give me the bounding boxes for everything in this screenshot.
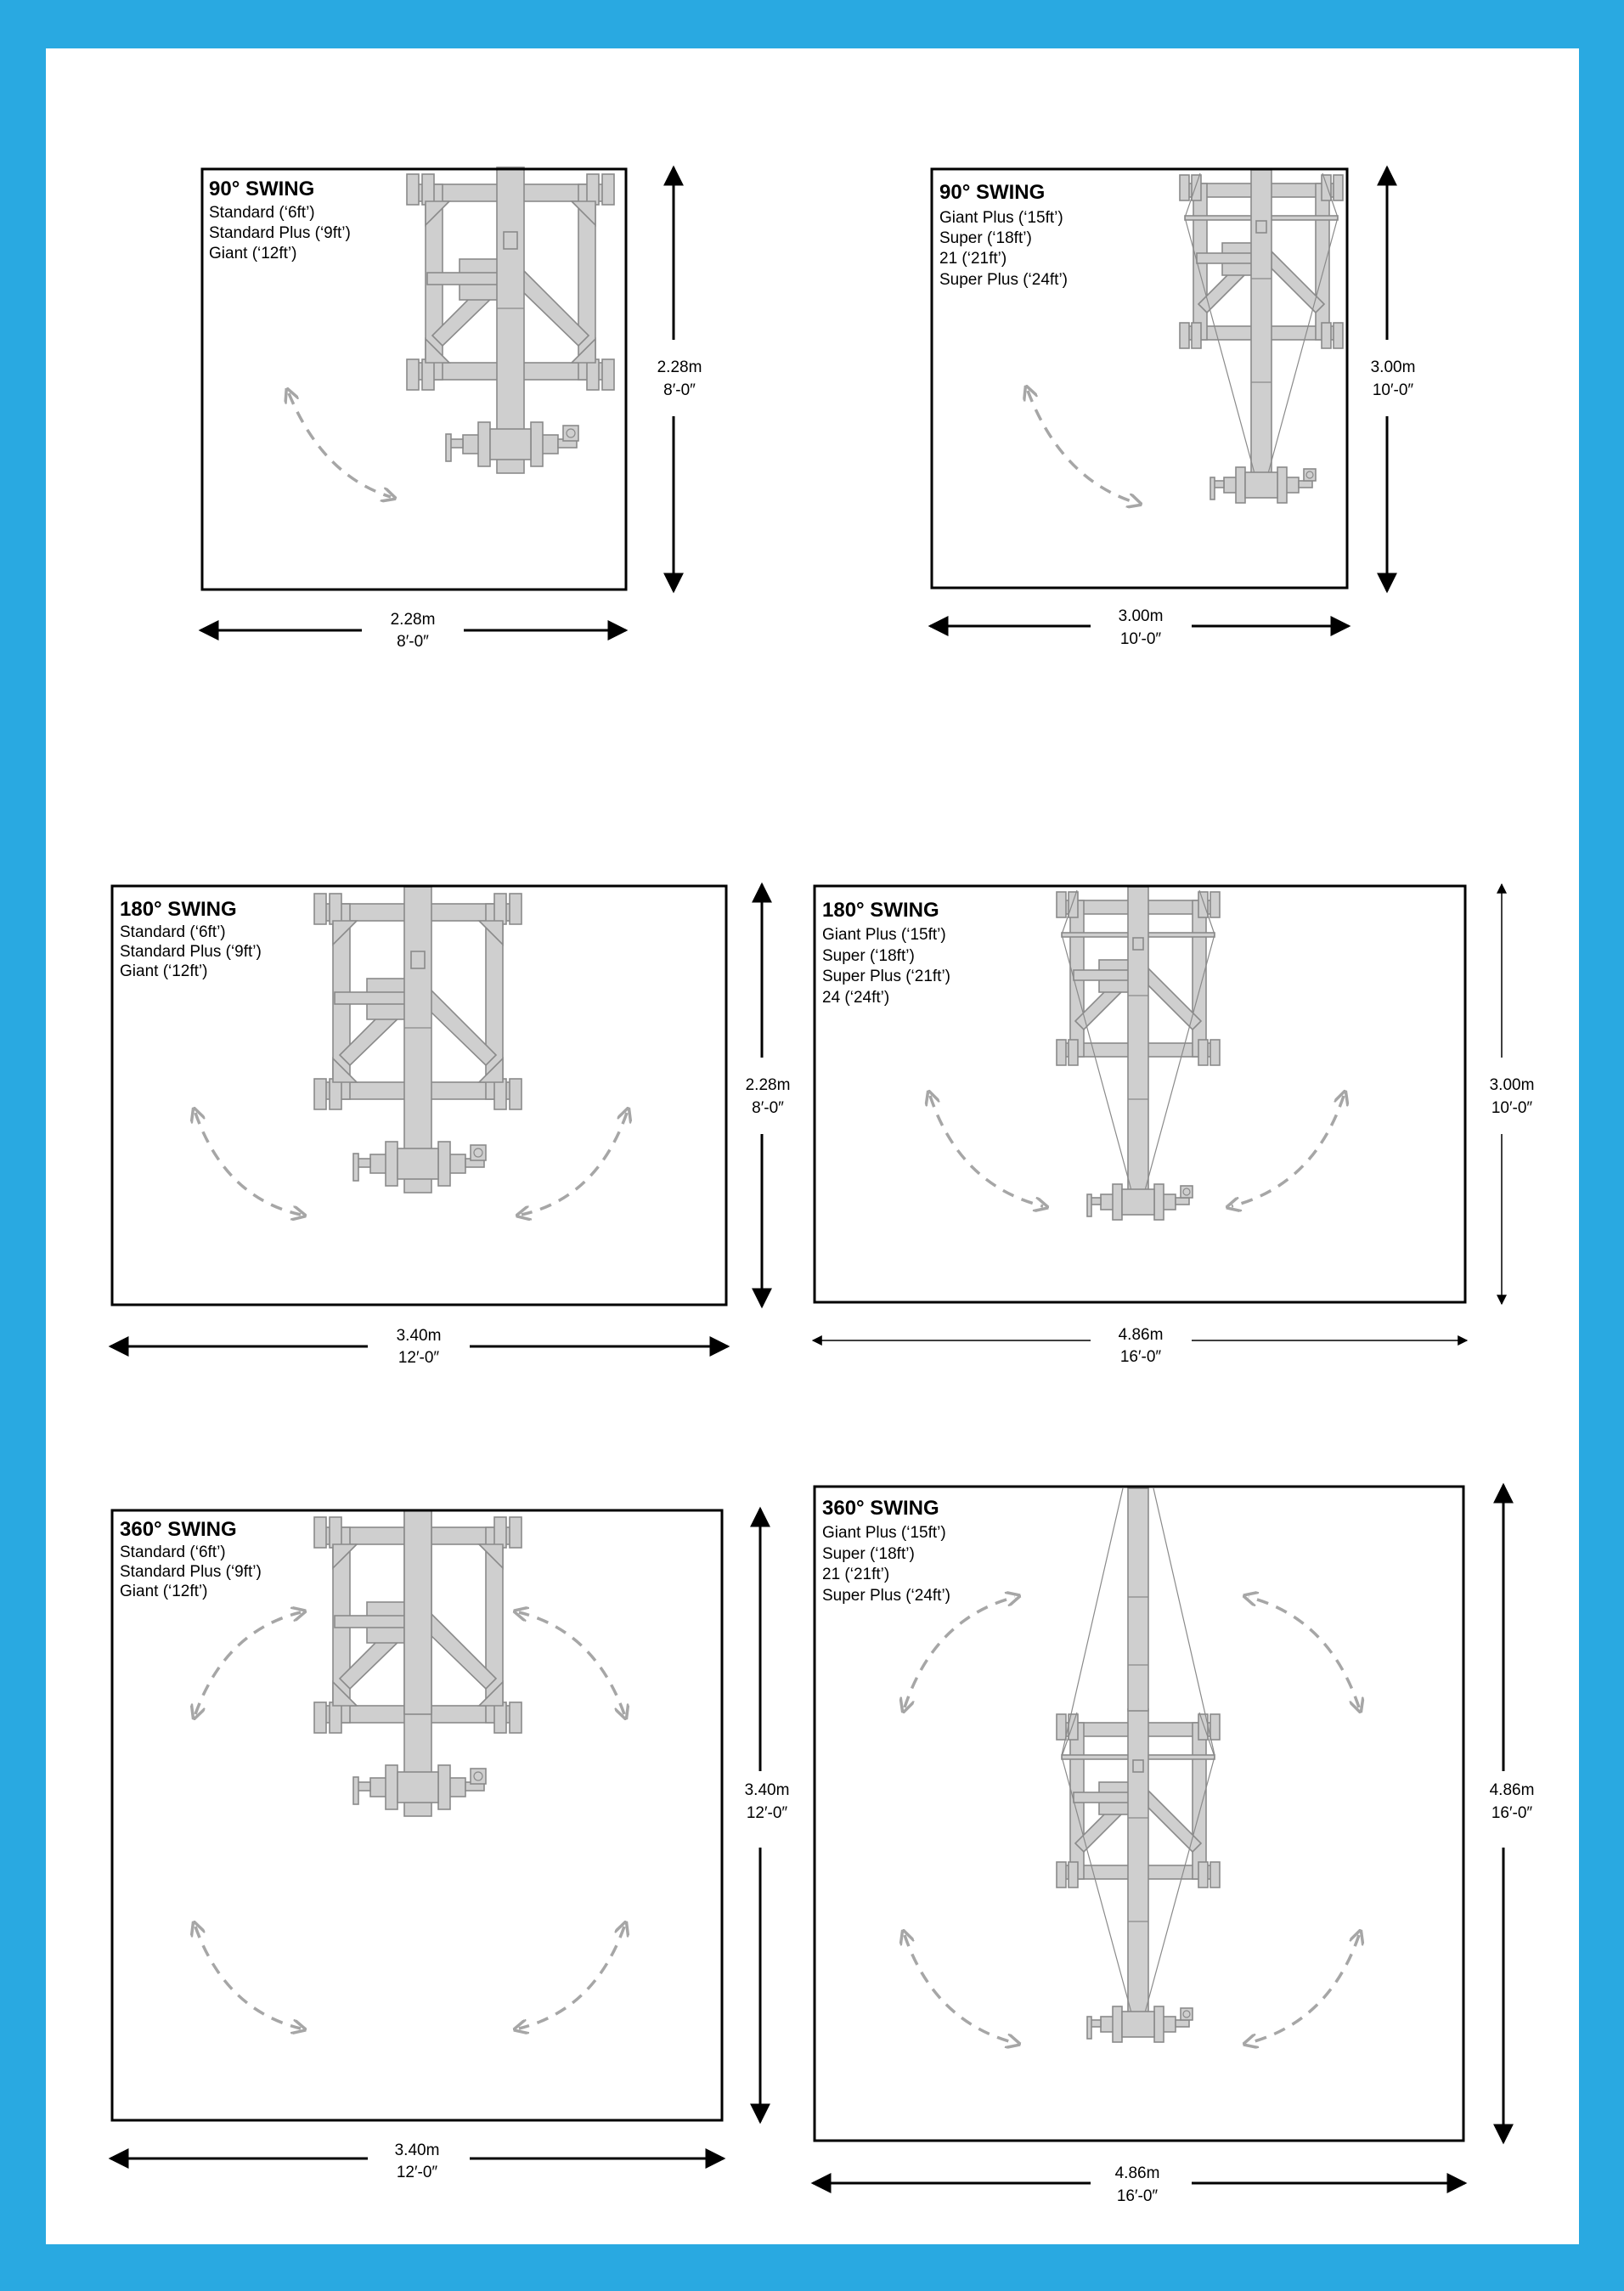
height-metric-label: 4.86m bbox=[1489, 1781, 1535, 1799]
panel-90-swing-standard bbox=[407, 167, 614, 473]
model-label: Giant (‘12ft’) bbox=[120, 962, 208, 980]
panel-180-swing-giant-plus bbox=[1057, 887, 1220, 1220]
model-label: Standard (‘6ft’) bbox=[120, 923, 226, 941]
width-imperial-label: 12′-0″ bbox=[398, 1349, 440, 1367]
crane-rig-drawing bbox=[1057, 887, 1220, 1220]
model-label: Standard Plus (‘9ft’) bbox=[120, 943, 262, 961]
width-metric-label: 4.86m bbox=[1114, 2164, 1160, 2182]
swing-arrow bbox=[905, 1597, 1015, 1707]
height-imperial-label: 12′-0″ bbox=[746, 1804, 788, 1822]
crane-rig-drawing bbox=[407, 167, 614, 473]
width-metric-label: 3.40m bbox=[396, 1327, 442, 1345]
height-metric-label: 3.00m bbox=[1489, 1076, 1535, 1094]
model-label: Standard Plus (‘9ft’) bbox=[209, 224, 351, 242]
model-label: Super (‘18ft’) bbox=[822, 947, 915, 965]
swing-arrow bbox=[195, 1612, 301, 1714]
panel-180-swing-standard bbox=[314, 887, 522, 1193]
width-imperial-label: 16′-0″ bbox=[1116, 2187, 1159, 2205]
panel-labels bbox=[120, 178, 1534, 2205]
height-metric-label: 2.28m bbox=[745, 1076, 791, 1094]
width-metric-label: 3.40m bbox=[394, 2141, 440, 2159]
panel-360-swing-giant-plus bbox=[1057, 1488, 1220, 2042]
height-metric-label: 3.00m bbox=[1370, 358, 1416, 376]
model-label: Super Plus (‘24ft’) bbox=[822, 1587, 951, 1605]
width-metric-label: 3.00m bbox=[1118, 607, 1164, 625]
panel-360-swing-standard bbox=[314, 1510, 522, 1816]
panel-title: 360° SWING bbox=[120, 1518, 237, 1541]
model-label: Giant Plus (‘15ft’) bbox=[822, 1524, 946, 1542]
swing-arrow bbox=[1249, 1935, 1359, 2043]
panel-title: 90° SWING bbox=[939, 181, 1046, 204]
model-label: Super Plus (‘21ft’) bbox=[822, 968, 951, 985]
panel-title: 180° SWING bbox=[120, 898, 237, 921]
model-label: Giant (‘12ft’) bbox=[120, 1583, 208, 1600]
swing-arrow bbox=[1249, 1597, 1359, 1707]
crane-rig-drawing bbox=[314, 887, 522, 1193]
model-label: Super Plus (‘24ft’) bbox=[939, 271, 1069, 289]
swing-arrow bbox=[905, 1935, 1015, 2043]
width-imperial-label: 10′-0″ bbox=[1119, 630, 1162, 648]
height-imperial-label: 10′-0″ bbox=[1372, 381, 1414, 399]
model-label: Giant Plus (‘15ft’) bbox=[939, 209, 1063, 227]
model-label: 21 (‘21ft’) bbox=[822, 1566, 890, 1583]
model-label: Super (‘18ft’) bbox=[822, 1545, 915, 1563]
height-imperial-label: 8′-0″ bbox=[663, 381, 696, 399]
swing-arrow bbox=[522, 1113, 627, 1215]
swing-arrow bbox=[519, 1927, 624, 2029]
width-imperial-label: 12′-0″ bbox=[396, 2164, 438, 2181]
panel-90-swing-giant-plus bbox=[1180, 170, 1343, 503]
model-label: Giant (‘12ft’) bbox=[209, 245, 297, 262]
width-imperial-label: 16′-0″ bbox=[1119, 1348, 1162, 1366]
swing-arrow bbox=[195, 1927, 301, 2029]
width-metric-label: 2.28m bbox=[390, 611, 436, 629]
swing-arrow bbox=[930, 1096, 1043, 1206]
panel-title: 360° SWING bbox=[822, 1497, 939, 1520]
height-metric-label: 2.28m bbox=[657, 358, 702, 376]
model-label: Giant Plus (‘15ft’) bbox=[822, 926, 946, 944]
height-imperial-label: 8′-0″ bbox=[752, 1099, 784, 1117]
width-metric-label: 4.86m bbox=[1118, 1326, 1164, 1344]
crane-rig-drawing bbox=[1057, 1709, 1220, 2042]
swing-arrow bbox=[519, 1612, 624, 1714]
model-label: 21 (‘21ft’) bbox=[939, 250, 1007, 268]
model-label: Super (‘18ft’) bbox=[939, 229, 1032, 247]
dimension-lines bbox=[110, 167, 1503, 2183]
model-label: 24 (‘24ft’) bbox=[822, 989, 890, 1007]
width-imperial-label: 8′-0″ bbox=[397, 633, 429, 651]
crane-arm-extension bbox=[1128, 1488, 1148, 1711]
crane-arm-extension bbox=[404, 1510, 431, 1714]
height-metric-label: 3.40m bbox=[744, 1781, 790, 1799]
panel-title: 180° SWING bbox=[822, 899, 939, 922]
model-label: Standard (‘6ft’) bbox=[209, 204, 315, 222]
swing-arrow bbox=[1028, 391, 1136, 503]
model-label: Standard Plus (‘9ft’) bbox=[120, 1563, 262, 1581]
height-imperial-label: 16′-0″ bbox=[1491, 1804, 1533, 1822]
swing-arrow bbox=[195, 1113, 301, 1215]
swing-arrow bbox=[289, 393, 391, 497]
swing-arrow bbox=[1232, 1096, 1344, 1206]
height-imperial-label: 10′-0″ bbox=[1491, 1099, 1533, 1117]
panel-title: 90° SWING bbox=[209, 178, 315, 200]
model-label: Standard (‘6ft’) bbox=[120, 1543, 226, 1561]
crane-rig-drawing bbox=[1180, 170, 1343, 503]
